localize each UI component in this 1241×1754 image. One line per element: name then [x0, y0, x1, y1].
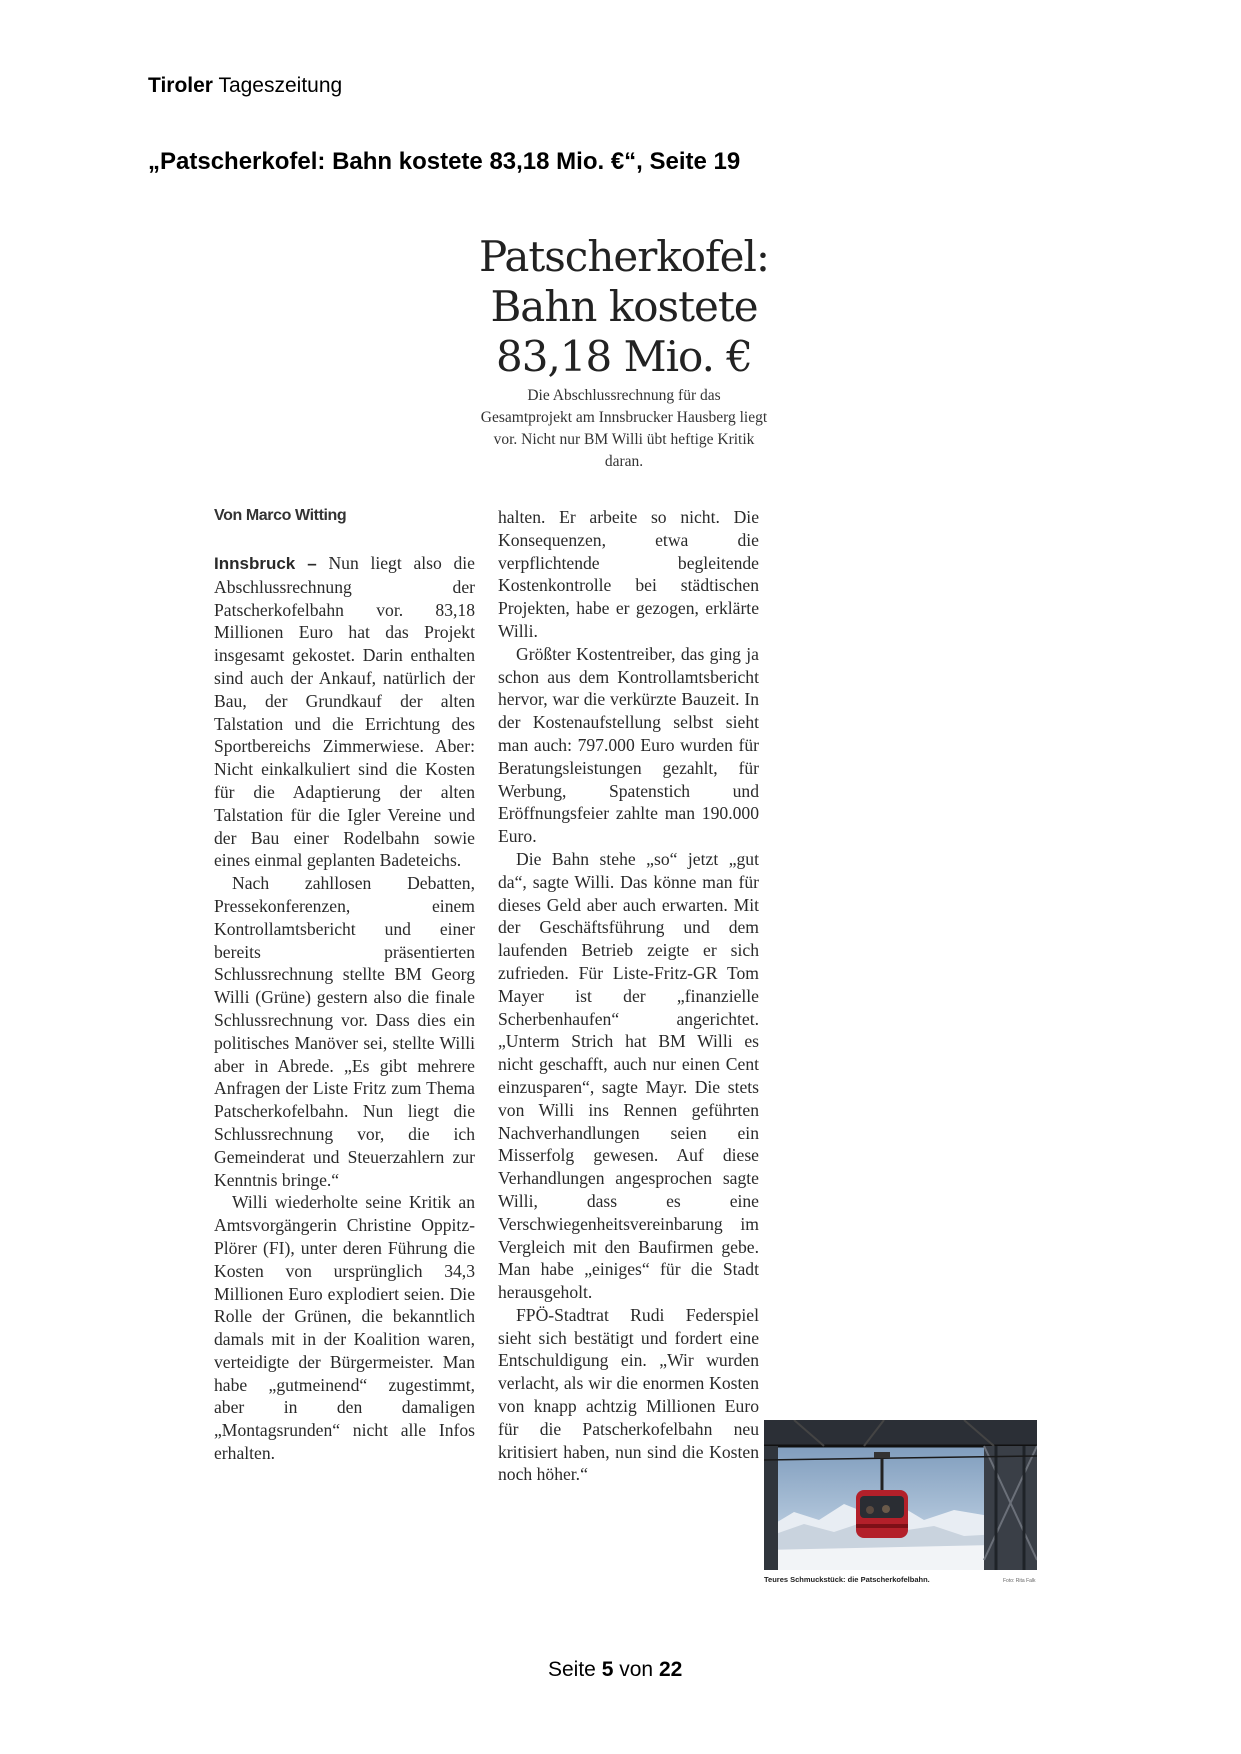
headline-line-1: Patscherkofel:: [478, 232, 770, 281]
masthead: [148, 74, 342, 98]
paragraph: Die Bahn stehe „so“ jetzt „gut da“, sagte Willi. Das könne man für dieses Geld aber auch erwarten. Mit der Geschäftsführung und dem laufenden Betrieb zeigte er sich zufrieden. Für Liste-Fritz-GR Tom Mayer ist der „finanzielle Scherbenhaufen“ angerichtet. „Unterm Strich hat BM Willi es nicht geschafft, auch nur einen Cent einzusparen“, sagte Mayr. Die stets von Willi ins Rennen geführten Nachverhandlungen seien ein Misserfolg gewesen. Auf diese Verhandlungen angesprochen sagte Willi, dass es eine Verschwiegenheitsvereinbarung im Vergleich mit den Baufirmen gebe. Man habe „einiges“ für die Stadt herausgeholt.: [498, 848, 759, 1303]
paragraph: Willi wiederholte seine Kritik an Amtsvorgängerin Christine Oppitz-Plörer (FI), unter deren Führung die Kosten von ursprünglich 34,3 Millionen Euro explodiert seien. Die Rolle der Grünen, die bekanntlich damals mit in der Koalition waren, verteidigte der Bürgermeister. Man habe „gutmeinend“ zugestimmt, aber in den damaligen „Montagsrunden“ nicht alle Infos erhalten.: [214, 1192, 475, 1464]
headline-line-3: 83,18 Mio. €: [496, 332, 752, 381]
article-column-2: [498, 506, 759, 1486]
article-headline: [470, 232, 778, 382]
paragraph: FPÖ-Stadtrat Rudi Federspiel sieht sich bestätigt und fordert eine Entschuldigung ein. „Wir wurden verlacht, als wir die enormen Kosten von knapp achtzig Millionen Euro für die Patscherkofelbahn neu kritisiert haben, nun sind die Kosten noch höher.“: [498, 1304, 759, 1485]
page-total: 22: [658, 1658, 683, 1681]
paragraph: [214, 552, 475, 872]
dateline: Innsbruck –: [214, 554, 317, 573]
page-sep: von: [619, 1658, 654, 1681]
page-current: 5: [601, 1658, 614, 1681]
paragraph-text: Nun liegt also die Abschlussrechnung der Patscherkofelbahn vor. 83,18 Millionen Euro hat das Projekt insgesamt gekostet. Darin enthalten sind auch der Ankauf, natürlich der Bau, der Grundkauf der alten Talstation und die Errichtung des Sportbereichs Zimmerwiese. Aber: Nicht einkalkuliert sind die Kosten für die Adaptierung der alten Talstation für die Igler Vereine und der Bau einer Rodelbahn sowie eines einmal geplanten Badeteichs.: [214, 553, 475, 871]
photo-credit: Foto: Rita Falk: [1003, 1578, 1036, 1584]
headline-line-2: Bahn kostete: [490, 282, 758, 331]
photo-caption: Teures Schmuckstück: die Patscherkofelbahn.: [764, 1575, 930, 1584]
masthead-bold: Tiroler: [148, 74, 213, 97]
page-number: [548, 1658, 682, 1682]
gondola-photo: [764, 1420, 1037, 1570]
paragraph: Nach zahllosen Debatten, Pressekonferenzen, einem Kontrollamtsbericht und einer bereits präsentierten Schlussrechnung stellte BM Georg Willi (Grüne) gestern also die finale Schlussrechnung vor. Dass dies ein politisches Manöver sei, stellte Willi aber in Abrede. „Es gibt mehrere Anfragen der Liste Fritz zum Thema Patscherkofelbahn. Nun liegt die Schlussrechnung vor, die ich Gemeinderat und Steuerzahlern zur Kenntnis bringe.“: [214, 873, 475, 1190]
masthead-rest: Tageszeitung: [218, 74, 343, 97]
paragraph: Größter Kostentreiber, das ging ja schon aus dem Kontrollamtsbericht hervor, war die verkürzte Bauzeit. In der Kostenaufstellung selbst sieht man auch: 797.000 Euro wurden für Beratungsleistungen gezahlt, für Werbung, Spatenstich und Eröffnungsfeier zahlte man 190.000 Euro.: [498, 643, 759, 847]
article-subhead: Die Abschlussrechnung für das Gesamtprojekt am Innsbrucker Hausberg liegt vor. Nicht nur BM Willi übt heftige Kritik daran.: [480, 387, 768, 470]
article-column-1: [214, 552, 475, 1465]
reference-title: „Patscherkofel: Bahn kostete 83,18 Mio. €“, Seite 19: [148, 148, 741, 175]
paragraph: halten. Er arbeite so nicht. Die Konsequenzen, etwa die verpflichtende begleitende Kostenkontrolle bei städtischen Projekten, habe er gezogen, erklärte Willi.: [498, 507, 759, 641]
page-prefix: Seite: [548, 1658, 596, 1681]
article-byline: Von Marco Witting: [214, 507, 347, 524]
gondola-photo-graphic: [764, 1420, 1037, 1570]
